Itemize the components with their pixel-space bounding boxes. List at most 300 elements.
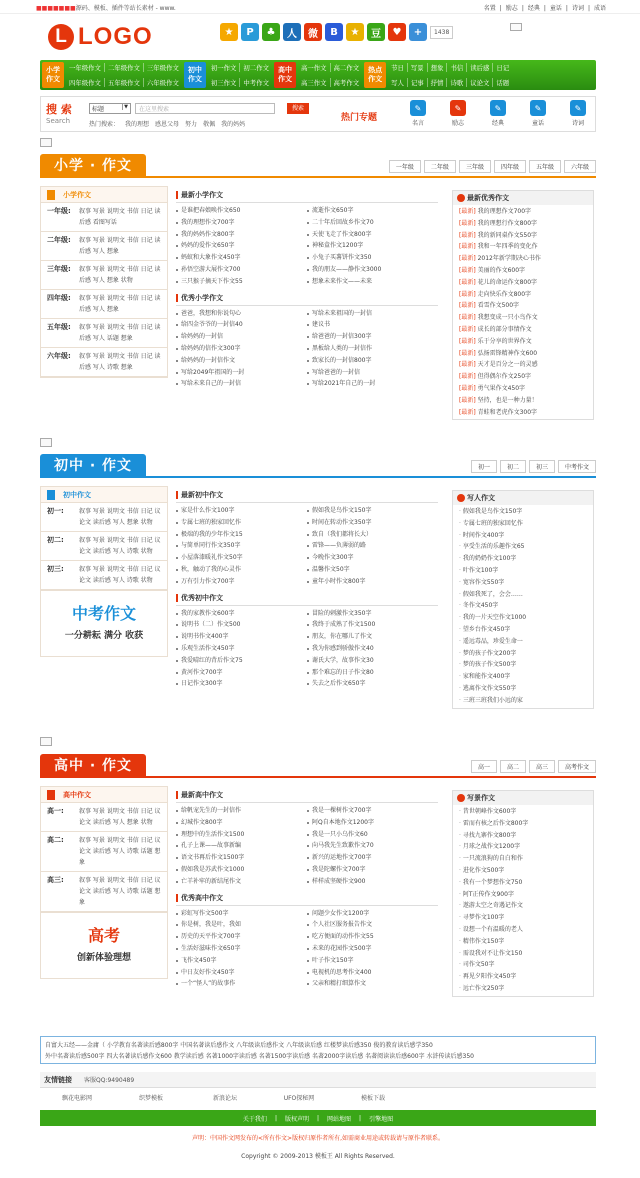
nav-link[interactable]: 五年级作文 xyxy=(104,78,143,87)
article-link[interactable]: 叶子作文150字 xyxy=(307,955,438,967)
article-link[interactable]: 极端的我的少年作文15 xyxy=(176,529,307,541)
article-link[interactable]: 幻城作文800字 xyxy=(176,817,307,829)
article-link[interactable]: 写给未来自己的一封信 xyxy=(176,378,307,390)
side-list-item[interactable] xyxy=(459,818,587,830)
quick-link[interactable] xyxy=(441,100,475,127)
nav-link[interactable]: 初一作文 xyxy=(210,64,237,72)
side-list-text: 遥远毒品，珍爱生命一 xyxy=(462,637,523,645)
article-link[interactable]: 爸爸，我想和你说句心 xyxy=(176,308,307,320)
article-link[interactable]: 问题少女作文1200字 xyxy=(307,908,438,920)
footer-link[interactable]: 网站地图 xyxy=(327,1115,352,1123)
article-link[interactable]: 二十年后回故乡作文70 xyxy=(307,217,438,229)
side-list-item[interactable] xyxy=(459,289,587,301)
article-link[interactable]: 时间在转动作文350字 xyxy=(307,517,438,529)
tweibo-icon[interactable]: P xyxy=(241,23,259,41)
side-list-item[interactable] xyxy=(459,806,587,818)
grade-label[interactable]: 初二: xyxy=(47,536,64,544)
side-list-text: 坚持，也是一种力量！ xyxy=(477,396,538,404)
article-link[interactable]: 语文书再后作文1500字 xyxy=(176,852,307,864)
tag-line[interactable]: 自富大五经——金庸（ 小学教育名著读后感800字 中国名著读后感作文 八年级读后感作文 八年级读后感 红楼梦读后感350 俊的教育读后感学350 xyxy=(45,1042,433,1049)
grade-tab[interactable]: 高一 xyxy=(471,760,497,773)
side-list-item[interactable] xyxy=(459,230,587,242)
grade-row xyxy=(41,532,167,561)
article-link[interactable]: 电视机的思考作文400 xyxy=(307,967,438,979)
quick-link[interactable] xyxy=(561,100,595,127)
side-list-item[interactable] xyxy=(459,206,587,218)
nav-group xyxy=(208,60,272,90)
side-list-item[interactable] xyxy=(459,359,587,371)
article-link[interactable]: 蚂蚁和大象作文450字 xyxy=(176,252,307,264)
nav-link[interactable]: 初三作文 xyxy=(210,79,237,87)
side-list-item[interactable] xyxy=(459,371,587,383)
grade-tabs xyxy=(468,460,596,473)
article-list xyxy=(176,505,438,588)
side-list-item[interactable] xyxy=(459,300,587,312)
article-link[interactable]: 今晚作文300字 xyxy=(307,552,438,564)
article-link[interactable]: 说明书作文400字 xyxy=(176,631,307,643)
quick-link[interactable] xyxy=(481,100,515,127)
article-link[interactable]: 是谁把春娘唤作文650 xyxy=(176,205,307,217)
article-link[interactable]: 失去之后作文650字 xyxy=(307,678,438,690)
new-tag: [最新] xyxy=(459,314,478,322)
article-link[interactable]: 理想中的生活作文1500 xyxy=(176,829,307,841)
side-list-item[interactable] xyxy=(459,612,587,624)
article-link[interactable]: 吃方便面的动作作文55 xyxy=(307,931,438,943)
article-link[interactable]: 我终于成熟了作文1500 xyxy=(307,619,438,631)
article-link[interactable]: 给爸爸的一封信300字 xyxy=(307,331,438,343)
article-link[interactable]: 亡羊补牢的新结尾作文 xyxy=(176,876,307,888)
top-link[interactable]: 经典 xyxy=(527,5,540,12)
nav-link[interactable]: 二年级作文 xyxy=(104,63,143,72)
article-link[interactable]: 想象未来作文——未来 xyxy=(307,276,438,288)
search-label: 搜 索 xyxy=(46,103,72,116)
grade-label[interactable]: 五年级: xyxy=(47,323,71,331)
article-link[interactable]: 新兴的运地作文700字 xyxy=(307,852,438,864)
article-link[interactable]: 说明书（二）作文500 xyxy=(176,619,307,631)
nav-link[interactable]: 高一作文 xyxy=(300,64,327,72)
friend-link[interactable]: 织梦模板 xyxy=(138,1094,163,1102)
article-list xyxy=(176,805,438,888)
nav-group xyxy=(388,60,512,90)
renren-icon[interactable]: 人 xyxy=(283,23,301,41)
nav-link[interactable]: 初二作文 xyxy=(239,63,272,72)
side-list-item[interactable] xyxy=(459,971,587,983)
new-tag: [最新] xyxy=(459,302,478,310)
grade-label[interactable]: 初三: xyxy=(47,565,64,573)
article-link[interactable]: 我的朋友——静作文3000 xyxy=(307,264,438,276)
article-link[interactable]: 家是什么作文100字 xyxy=(176,505,307,517)
grade-tab[interactable]: 高二 xyxy=(500,760,526,773)
article-link[interactable]: 与简单同行作文350字 xyxy=(176,540,307,552)
quick-link-label: 童话 xyxy=(531,120,544,127)
nav-link[interactable]: 高二作文 xyxy=(330,63,363,72)
search-button[interactable]: 搜索 xyxy=(287,103,309,114)
article-link[interactable]: 一个“怪人”的故事作 xyxy=(176,978,307,990)
grade-row xyxy=(41,561,167,590)
quick-link[interactable] xyxy=(401,100,435,127)
grade-links[interactable]: 叙事 写景 说明文 书信 日记 议论文 读后感 写人 诗歌 话题 想象 xyxy=(79,837,161,866)
nav-link[interactable]: 诗歌 xyxy=(446,78,466,87)
grade-tab[interactable]: 五年级 xyxy=(529,160,561,173)
side-list-item[interactable] xyxy=(459,659,587,671)
side-list-items xyxy=(453,805,593,996)
article-link[interactable]: 孔子上课——故事新编 xyxy=(176,840,307,852)
side-list-item[interactable] xyxy=(459,383,587,395)
fairy-icon: ✎ xyxy=(530,100,546,116)
article-link[interactable]: 向马我先生致歉作文70 xyxy=(307,840,438,852)
article-link[interactable]: 小兔子买薯饼作文350 xyxy=(307,252,438,264)
article-link[interactable]: 中日友好作文450字 xyxy=(176,967,307,979)
article-link[interactable]: 写给爸爸的一封信 xyxy=(307,367,438,379)
side-list-item[interactable] xyxy=(459,600,587,612)
article-link[interactable]: 乐观生活作文450字 xyxy=(176,643,307,655)
side-list-item[interactable] xyxy=(459,924,587,936)
grade-tab[interactable]: 初三 xyxy=(529,460,555,473)
kaixin-icon[interactable]: ♣ xyxy=(262,23,280,41)
article-link[interactable]: 黑板给人类的一封信作 xyxy=(307,343,438,355)
friend-links xyxy=(40,1090,596,1104)
article-link[interactable]: 未来的花园作文500字 xyxy=(307,943,438,955)
side-list-text: 青蛙和老虎作文300字 xyxy=(477,408,538,416)
side-list-item[interactable] xyxy=(459,336,587,348)
tag-line[interactable]: 外中名著读后感500字 四大名著读后感作文600 教学读后感 名著1000字读后感 名著1500字读后感 名著2000字读后感 名著阅读读后感600字 水浒传读后感350 xyxy=(45,1053,474,1060)
article-link[interactable]: 飞作文450字 xyxy=(176,955,307,967)
section-title[interactable]: 初中 · 作文 xyxy=(40,454,146,478)
side-list-item[interactable] xyxy=(459,671,587,683)
article-link[interactable]: 那个难忘的日子作文80 xyxy=(307,667,438,679)
side-panel xyxy=(40,486,168,657)
article-link[interactable]: 彩虹写作文500字 xyxy=(176,908,307,920)
search-bar xyxy=(40,96,596,132)
new-tag: [最新] xyxy=(459,384,478,392)
article-link[interactable]: 我为你感到骄傲作文40 xyxy=(307,643,438,655)
nav-link[interactable]: 书信 xyxy=(446,63,466,72)
grade-tab[interactable]: 一年级 xyxy=(389,160,421,173)
nav-link[interactable]: 话题 xyxy=(492,78,512,87)
article-link[interactable]: 秋，触动了我的心灵作 xyxy=(176,564,307,576)
article-link[interactable]: 假如我是鸟作文150字 xyxy=(307,505,438,517)
grade-links[interactable]: 叙事 写景 说明文 书信 日记 读后感 写人 诗歌 想象 xyxy=(79,353,161,371)
grade-links[interactable]: 叙事 写景 说明文 书信 日记 议论文 读后感 写人 诗歌 状物 xyxy=(79,566,161,584)
article-link[interactable]: 万有引力作文700字 xyxy=(176,576,307,588)
side-list-item[interactable] xyxy=(459,530,587,542)
grade-label[interactable]: 高一: xyxy=(47,807,64,815)
grade-label[interactable]: 高二: xyxy=(47,836,64,844)
grade-tab[interactable]: 初二 xyxy=(500,460,526,473)
article-link[interactable]: 流逝作文650字 xyxy=(307,205,438,217)
nav-link[interactable]: 一年级作文 xyxy=(69,64,101,72)
side-list-item[interactable] xyxy=(459,936,587,948)
side-list-item[interactable] xyxy=(459,900,587,912)
grade-links[interactable]: 叙事 写景 说明文 书信 日记 读后感 写人 想象 状物 xyxy=(79,266,161,284)
article-link[interactable]: 给妈妈的一封信 xyxy=(176,331,307,343)
article-link[interactable]: 我的家教作文600字 xyxy=(176,608,307,620)
side-list-item[interactable] xyxy=(459,253,587,265)
logo-mark: L xyxy=(48,24,74,50)
qzone-icon[interactable]: ★ xyxy=(220,23,238,41)
separator: | xyxy=(316,1114,320,1122)
side-list-text: 一只流浪狗的自白和作 xyxy=(462,855,523,863)
article-link[interactable]: 写给未来祖国的一封信 xyxy=(307,308,438,320)
promo-banner[interactable] xyxy=(41,590,167,656)
nav-link[interactable]: 中考作文 xyxy=(239,78,272,87)
side-list-text: 我的奶奶作文100字 xyxy=(462,555,517,563)
grade-tab[interactable]: 中考作文 xyxy=(558,460,596,473)
nav-link[interactable]: 写人 xyxy=(391,79,404,87)
side-list-item[interactable] xyxy=(459,959,587,971)
side-list-text: 遨游太空之奇遇记作文 xyxy=(462,902,523,910)
top-link[interactable]: 童话 xyxy=(549,5,562,12)
nav-link[interactable]: 记事 xyxy=(407,78,427,87)
hot-search-link[interactable]: 感恩父母 xyxy=(155,121,180,128)
article-link[interactable]: 温馨作文50字 xyxy=(307,564,438,576)
side-panel-title: 高中作文 xyxy=(41,787,167,803)
footer-link[interactable]: 版权声明 xyxy=(284,1115,309,1123)
article-link[interactable]: 小屋落漆暖礼作文50字 xyxy=(176,552,307,564)
grade-links[interactable]: 叙事 写景 说明文 书信 日记 议论文 读后感 写人 诗歌 状物 xyxy=(79,537,161,555)
article-link[interactable]: 个人社区服务报告作文 xyxy=(307,919,438,931)
nav-category[interactable]: 初中 作文 xyxy=(184,62,206,88)
grade-links[interactable]: 叙事 写景 说明文 书信 日记 读后感 看图写话 xyxy=(79,208,161,226)
nav-category[interactable]: 高中 作文 xyxy=(274,62,296,88)
nav-link[interactable]: 六年级作文 xyxy=(143,78,182,87)
side-list-text: 阿T正传作文900字 xyxy=(462,890,514,898)
new-tag: [最新] xyxy=(459,255,478,263)
side-list-text: 我和一年四季的变化作 xyxy=(477,243,538,251)
section-title[interactable]: 小学 · 作文 xyxy=(40,154,146,178)
search-type-select[interactable]: 标题 ▼ xyxy=(89,103,131,114)
site-logo[interactable] xyxy=(48,22,153,52)
grade-label[interactable]: 初一: xyxy=(47,507,64,515)
article-link[interactable]: 给妈妈的一封信作文 xyxy=(176,355,307,367)
star-icon[interactable]: ★ xyxy=(346,23,364,41)
side-list-item[interactable] xyxy=(459,841,587,853)
grade-label[interactable]: 二年级: xyxy=(47,236,71,244)
nav-link[interactable]: 日记 xyxy=(492,63,512,72)
article-link[interactable]: 我是一只小乌作文60 xyxy=(307,829,438,841)
top-link[interactable]: 名置 xyxy=(483,5,496,12)
article-link[interactable]: 建议书 xyxy=(307,319,438,331)
side-list-item[interactable] xyxy=(459,948,587,960)
grade-tab[interactable]: 二年级 xyxy=(424,160,456,173)
article-link[interactable]: 我的妈妈作文800字 xyxy=(176,229,307,241)
side-list-item[interactable] xyxy=(459,241,587,253)
article-link[interactable]: 样样成坚硬作文900 xyxy=(307,876,438,888)
side-list-text: 我有一个梦想作文750 xyxy=(462,878,523,886)
article-link[interactable]: 神秘盒作文1200字 xyxy=(307,240,438,252)
article-link[interactable]: 父亲和精打细算作文 xyxy=(307,978,438,990)
side-list-item[interactable] xyxy=(459,695,587,707)
article-link[interactable]: 给帆宠先生的一封信作 xyxy=(176,805,307,817)
grade-tab[interactable]: 高考作文 xyxy=(558,760,596,773)
article-link[interactable]: 三只猴子摘天下作文55 xyxy=(176,276,307,288)
hot-search-link[interactable]: 我的理想 xyxy=(125,121,150,128)
side-list-item[interactable] xyxy=(459,636,587,648)
nav-group xyxy=(298,60,362,90)
nav-link[interactable]: 抒情 xyxy=(427,78,447,87)
copyright: Copyright © 2009-2013 模板王 All Rights Reserved. xyxy=(241,1153,395,1160)
grade-label[interactable]: 高三: xyxy=(47,876,64,884)
footer-link[interactable]: 关于我们 xyxy=(242,1115,267,1123)
top-bar-redacted: ■■■■■■■ xyxy=(36,5,76,12)
hot-search-link[interactable]: 我的妈妈 xyxy=(221,121,246,128)
article-link[interactable]: 朋友，你在哪儿了作文 xyxy=(307,631,438,643)
grade-tab[interactable]: 三年级 xyxy=(459,160,491,173)
article-link[interactable]: 我是陀螺作文700字 xyxy=(307,864,438,876)
nav-row xyxy=(208,63,272,72)
article-link[interactable]: 我是一棵树作文700字 xyxy=(307,805,438,817)
side-list-item[interactable] xyxy=(459,853,587,865)
article-link[interactable]: 给妈妈的信作文300字 xyxy=(176,343,307,355)
article-link[interactable]: 日记作文300字 xyxy=(176,678,307,690)
baidu-icon[interactable]: B xyxy=(325,23,343,41)
grade-label[interactable]: 三年级: xyxy=(47,265,71,273)
side-list-item[interactable] xyxy=(459,553,587,565)
article-link[interactable]: 孙悟空游大展作文700 xyxy=(176,264,307,276)
top-link[interactable]: 诗词 xyxy=(571,5,584,12)
grade-row xyxy=(41,319,167,348)
side-list-item[interactable] xyxy=(459,348,587,360)
side-list-text: 进化作文500字 xyxy=(462,866,505,874)
article-link[interactable]: 你是树，我是叶，我如 xyxy=(176,919,307,931)
new-tag: [最新] xyxy=(459,408,478,416)
nav-link[interactable]: 议论文 xyxy=(466,78,492,87)
article-link[interactable]: 写给2021年自己的一封 xyxy=(307,378,438,390)
promo-banner[interactable] xyxy=(41,912,167,978)
article-link[interactable]: 黄河作文700字 xyxy=(176,667,307,679)
friend-link[interactable]: UFO探秘网 xyxy=(283,1094,315,1102)
side-list-item[interactable] xyxy=(459,877,587,889)
nav-link[interactable]: 节日 xyxy=(391,64,404,72)
side-list-item[interactable] xyxy=(459,518,587,530)
side-list-item[interactable] xyxy=(459,577,587,589)
side-list-item[interactable] xyxy=(459,395,587,407)
grade-links[interactable]: 叙事 写景 说明文 书信 日记 读后感 写人 想象 xyxy=(79,237,161,255)
side-list-text: 司作文50字 xyxy=(462,961,495,969)
top-link[interactable]: 成语 xyxy=(593,5,606,12)
side-list-item[interactable] xyxy=(459,541,587,553)
friend-link[interactable]: 新浪论坛 xyxy=(212,1094,237,1102)
article-link[interactable]: 专属七班的独家回忆作 xyxy=(176,517,307,529)
quick-link-label: 名言 xyxy=(411,120,424,127)
quick-link-label: 经典 xyxy=(491,120,504,127)
side-list-item[interactable] xyxy=(459,983,587,995)
side-list-item[interactable] xyxy=(459,324,587,336)
new-tag: [最新] xyxy=(459,219,478,227)
quick-link[interactable] xyxy=(521,100,555,127)
footer-link[interactable]: 引擎地图 xyxy=(369,1115,394,1123)
separator: | xyxy=(274,1114,277,1122)
nav-category[interactable]: 热点 作文 xyxy=(364,62,386,88)
article-link[interactable]: 写给2049年祖国的一封 xyxy=(176,367,307,379)
hot-search-link[interactable]: 敬佩 xyxy=(203,121,216,128)
new-tag: [最新] xyxy=(459,231,478,239)
new-tag: [最新] xyxy=(459,396,478,404)
article-link[interactable]: 谢氏大学，故事作文30 xyxy=(307,655,438,667)
search-input[interactable]: 在这里搜索 xyxy=(135,103,275,114)
article-link[interactable]: 妈妈的爱作文650字 xyxy=(176,240,307,252)
grade-row xyxy=(41,203,167,232)
side-list-item[interactable] xyxy=(459,312,587,324)
grade-label[interactable]: 四年级: xyxy=(47,294,71,302)
article-link[interactable]: 历史的天平作文700字 xyxy=(176,931,307,943)
side-list-item[interactable] xyxy=(459,865,587,877)
side-list-item[interactable] xyxy=(459,683,587,695)
grade-links[interactable]: 叙事 写景 说明文 书信 日记 读后感 写人 话题 想象 xyxy=(79,324,161,342)
nav-link[interactable]: 想象 xyxy=(427,63,447,72)
new-tag: [最新] xyxy=(459,266,478,274)
list-title: 优秀高中作文 xyxy=(176,893,438,906)
top-link[interactable]: 励志 xyxy=(505,5,518,12)
friend-link[interactable]: 模板下载 xyxy=(360,1094,385,1102)
grade-links[interactable]: 叙事 写景 说明文 书信 日记 议论文 读后感 写人 想象 状物 xyxy=(79,808,161,826)
article-link[interactable]: 冒险的刺激作文350字 xyxy=(307,608,438,620)
broken-image-icon xyxy=(40,138,52,147)
side-list-item[interactable] xyxy=(459,648,587,660)
grade-links[interactable]: 叙事 写景 说明文 书信 日记 议论文 读后感 写人 想象 状物 xyxy=(79,508,161,526)
weibo-icon[interactable]: 微 xyxy=(304,23,322,41)
grade-tab[interactable]: 六年级 xyxy=(564,160,596,173)
grade-label[interactable]: 六年级: xyxy=(47,352,71,360)
fav-icon[interactable]: ♥ xyxy=(388,23,406,41)
grade-tab[interactable]: 四年级 xyxy=(494,160,526,173)
nav-link[interactable]: 读后感 xyxy=(466,63,492,72)
side-list-item[interactable] xyxy=(459,830,587,842)
grade-label[interactable]: 一年级: xyxy=(47,207,71,215)
grade-links[interactable]: 叙事 写景 说明文 书信 日记 议论文 读后感 写人 诗歌 话题 想象 xyxy=(79,877,161,906)
article-link[interactable]: 雷锋——负薄弱的路 xyxy=(307,540,438,552)
nav-link[interactable]: 高考作文 xyxy=(330,78,363,87)
side-list-item[interactable] xyxy=(459,265,587,277)
article-link[interactable]: 我的理想作文700字 xyxy=(176,217,307,229)
side-list-item[interactable] xyxy=(459,407,587,419)
side-list-item[interactable] xyxy=(459,912,587,924)
nav-link[interactable]: 四年级作文 xyxy=(69,79,101,87)
nav-link[interactable]: 高三作文 xyxy=(300,79,327,87)
nav-category[interactable]: 小学 作文 xyxy=(42,62,64,88)
article-link[interactable]: 生活好滋味作文650字 xyxy=(176,943,307,955)
side-list-item[interactable] xyxy=(459,624,587,636)
grade-links[interactable]: 叙事 写景 说明文 书信 日记 读后感 写人 想象 xyxy=(79,295,161,313)
side-panel xyxy=(40,786,168,979)
article-link[interactable]: 致自（我们都将长大） xyxy=(307,529,438,541)
more-icon[interactable]: + xyxy=(409,23,427,41)
douban-icon[interactable]: 豆 xyxy=(367,23,385,41)
article-link[interactable]: 阿Q自本地作文1200字 xyxy=(307,817,438,829)
article-link[interactable]: 假如我是苏武作文1000 xyxy=(176,864,307,876)
grade-tab[interactable]: 初一 xyxy=(471,460,497,473)
grade-tab[interactable]: 高三 xyxy=(529,760,555,773)
side-list-item[interactable] xyxy=(459,889,587,901)
side-list-text: 需设我对不让作文150 xyxy=(462,949,523,957)
side-list-item[interactable] xyxy=(459,589,587,601)
article-link[interactable]: 给四金爷爷的一封信40 xyxy=(176,319,307,331)
side-list-item[interactable] xyxy=(459,565,587,577)
side-list-item[interactable] xyxy=(459,506,587,518)
article-link[interactable]: 天使飞走了作文800字 xyxy=(307,229,438,241)
friend-link[interactable]: 飘花电影网 xyxy=(61,1094,92,1102)
nav-link[interactable]: 三年级作文 xyxy=(143,63,182,72)
side-list-item[interactable] xyxy=(459,277,587,289)
section-title[interactable]: 高中 · 作文 xyxy=(40,754,146,778)
side-list-item[interactable] xyxy=(459,218,587,230)
side-list-text: 叶作文100字 xyxy=(462,566,499,574)
article-link[interactable]: 童年小时作文800字 xyxy=(307,576,438,588)
hot-search-link[interactable]: 努力 xyxy=(185,121,198,128)
nav-link[interactable]: 写景 xyxy=(407,63,427,72)
article-link[interactable]: 我爱晴红的背后作文75 xyxy=(176,655,307,667)
article-link[interactable]: 致家长的一封信800字 xyxy=(307,355,438,367)
